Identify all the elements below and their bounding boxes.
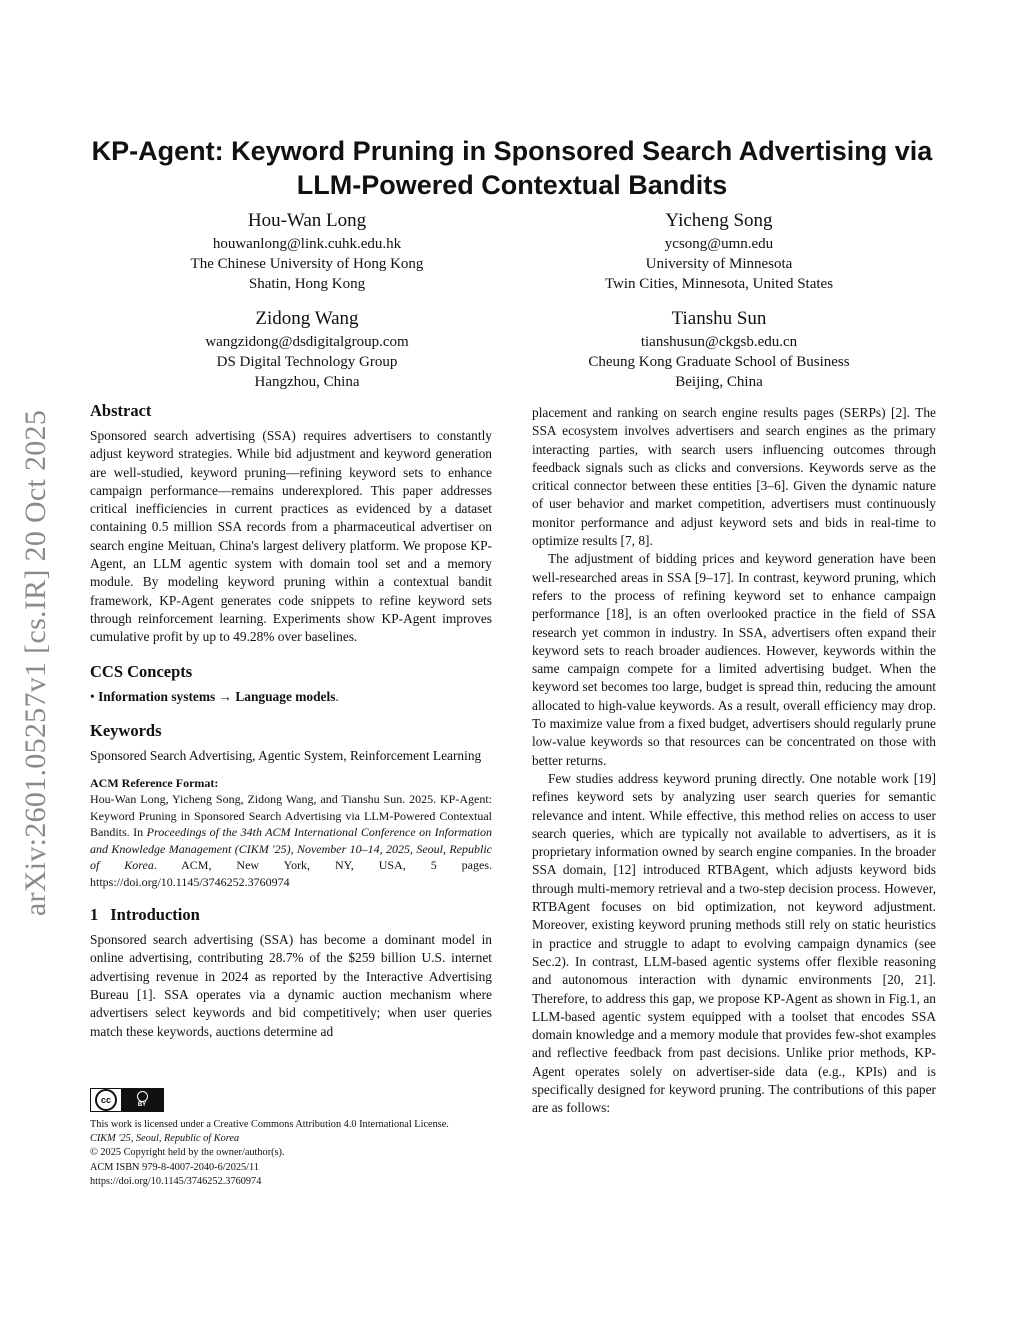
- left-column: [90, 400, 492, 1041]
- keywords-text: Sponsored Search Advertising, Agentic System, Reinforcement Learning: [90, 747, 482, 763]
- author-email: houwanlong@link.cuhk.edu.hk: [212, 236, 402, 252]
- license-line-4: ACM ISBN 979-8-4007-2040-6/2025/11: [90, 1161, 259, 1173]
- intro-paragraph-2: The adjustment of bidding prices and keyword generation have been well-researched areas in SSA [9–17]. In contrast, keyword pruning, which refers to the process of refining keyword set to enhance campaign performance [18], is an often overlooked practice in the field of SSA research yet common in industry. In SSA, advertisers often expand their keyword sets to reach broader audiences. However, keywords within the same campaign compete for a limited advertising budget. When the keyword set becomes too large, budget is spread thin, reducing the amount allocated to high-value keywords. As a result, overall efficiency may drop. To maximize value from a fixed budget, advertisers should regularly prune low-value keywords so that resources can be concentrated on those with better returns.: [532, 551, 936, 768]
- intro-title: Introduction: [110, 905, 200, 925]
- author-affiliation: University of Minnesota: [645, 256, 793, 272]
- cc-by-icon[interactable]: [90, 1088, 164, 1112]
- license-line-2: CIKM '25, Seoul, Republic of Korea: [90, 1133, 240, 1145]
- keywords-heading: Keywords: [90, 720, 162, 740]
- person-icon: [137, 1091, 148, 1102]
- author-block-1: [107, 210, 507, 294]
- license-block: [90, 1088, 500, 1189]
- acm-ref-part-1: Hou-Wan Long, Yicheng Song, Zidong Wang, and Tianshu Sun. 2025. KP-Agent: Keyword Pruning in Sponsored Search Advertising via LLM-Powered Contextual Bandits. In: [90, 792, 492, 840]
- author-affiliation: Cheung Kong Graduate School of Business: [588, 354, 850, 370]
- paper-title: [70, 134, 954, 202]
- intro-heading: [90, 904, 492, 926]
- intro-paragraph-1: Sponsored search advertising (SSA) has become a dominant model in online advertising, contributing 28.7% of the $259 billion U.S. internet advertising revenue in 2024 as reported by the Interactive Advertising Bureau [1]. SSA operates via a dynamic auction mechanism where advertisers select keywords and bid competitively; when user queries match these keywords, auctions determine ad: [90, 932, 492, 1039]
- ccs-end: .: [335, 688, 339, 704]
- author-location: Beijing, China: [675, 374, 763, 390]
- abstract-heading: Abstract: [90, 401, 152, 420]
- ccs-term-2: Language models: [235, 688, 336, 704]
- license-line-3: © 2025 Copyright held by the owner/author(s).: [90, 1147, 285, 1159]
- intro-paragraph-1-continued: placement and ranking on search engine results pages (SERPs) [2]. The SSA ecosystem involves advertisers and search engines as the primary interacting parties, with search users influencing outcomes through feedback signals such as clicks and conversions. Keywords serve as the critical connector between these entities [3–6]. Given the dynamic nature of user behavior and market competition, advertisers must continuously monitor performance and adjust keyword sets and bids in real-time to optimize results [7, 8].: [532, 405, 936, 549]
- author-name: Zidong Wang: [255, 308, 359, 329]
- author-name: Yicheng Song: [665, 210, 773, 231]
- arxiv-stamp-text: arXiv:2601.05257v1 [cs.IR] 20 Oct 2025: [19, 409, 52, 916]
- title-line-1: KP-Agent: Keyword Pruning in Sponsored Search Advertising via: [91, 136, 933, 166]
- acm-ref-text: [90, 791, 492, 890]
- author-block-2: [519, 210, 919, 294]
- acm-ref-heading: ACM Reference Format:: [90, 776, 219, 791]
- abstract-text: Sponsored search advertising (SSA) requires advertisers to constantly adjust keyword strategies. While bid adjustment and keyword generation are well-studied, keyword pruning—refining keyword sets to enhance campaign performance—remains underexplored. This paper addresses critical inefficiencies in current practices as evidenced by a dataset containing 0.5 million SSA records from a pharmaceutical advertiser on search engine Meituan, China's largest delivery platform. We propose KP-Agent, an LLM agentic system with domain tool set and a memory module. By modeling keyword pruning within a contextual bandit framework, KP-Agent generates code snippets to refine keyword sets through reinforcement learning. Experiments show KP-Agent improves cumulative profit by up to 49.28% over baselines.: [90, 428, 492, 645]
- acm-ref-part-3: . ACM, New York, NY, USA, 5 pages. https://doi.org/10.1145/3746252.3760974: [90, 858, 492, 889]
- author-location: Hangzhou, China: [254, 374, 360, 390]
- by-label: BY: [137, 1102, 147, 1108]
- license-line-5[interactable]: https://doi.org/10.1145/3746252.3760974: [90, 1175, 262, 1187]
- cc-label: cc: [95, 1089, 117, 1111]
- intro-paragraph-3: Few studies address keyword pruning directly. One notable work [19] refines keyword sets by analyzing user search queries for semantic relevance and intent. While effective, this method relies on access to user search queries, which are typically not available to advertisers, as it is proprietary information owned by search engine companies. In the broader SSA domain, [12] introduced RTBAgent, which adjusts keyword bids through multi-memory retrieval and a two-step decision process. However, RTBAgent focuses on bid optimization, not keyword adjustment. Moreover, existing keyword pruning methods still rely on static heuristics in practice and struggle to adapt to evolving campaign dynamics (see Sec.2). In contrast, LLM-based agentic systems offer flexible reasoning and autonomous interaction with dynamic environments [20, 21]. Therefore, to address this gap, we propose KP-Agent as shown in Fig.1, an LLM-based agentic system equipped with a toolset that encodes SSA domain knowledge and a memory module that provides few-shot examples and reflective feedback from past decisions. Unlike prior methods, KP-Agent operates solely on advertiser-side data (e.g., KPIs) and is specifically designed for keyword pruning. The contributions of this paper are as follows:: [532, 770, 936, 1116]
- author-affiliation: The Chinese University of Hong Kong: [190, 256, 424, 272]
- license-line-1: This work is licensed under a Creative Commons Attribution 4.0 International License.: [90, 1119, 449, 1130]
- ccs-heading: CCS Concepts: [90, 661, 193, 681]
- author-block-3: [107, 308, 507, 392]
- author-location: Shatin, Hong Kong: [248, 276, 366, 292]
- title-line-2: LLM-Powered Contextual Bandits: [296, 170, 728, 200]
- intro-number: 1: [90, 905, 99, 925]
- author-name: Hou-Wan Long: [247, 210, 367, 231]
- acm-ref-proceedings: Proceedings of the 34th ACM International Conference on Information and Knowledge Management (CIKM '25), November 10–14, 2025, Seoul, Republic of Korea: [90, 825, 492, 873]
- author-name: Tianshu Sun: [671, 308, 767, 329]
- right-column: [532, 404, 936, 1118]
- author-block-4: [519, 308, 919, 392]
- ccs-bullet: •: [90, 688, 95, 704]
- arxiv-stamp: [11, 380, 61, 945]
- author-affiliation: DS Digital Technology Group: [216, 354, 398, 370]
- ccs-term-1: Information systems: [98, 688, 216, 704]
- ccs-concepts: [90, 688, 492, 706]
- author-location: Twin Cities, Minnesota, United States: [604, 276, 834, 292]
- author-email: ycsong@umn.edu: [664, 236, 774, 252]
- author-email: tianshusun@ckgsb.edu.cn: [640, 334, 798, 350]
- author-email: wangzidong@dsdigitalgroup.com: [205, 334, 409, 350]
- ccs-arrow: →: [218, 688, 232, 704]
